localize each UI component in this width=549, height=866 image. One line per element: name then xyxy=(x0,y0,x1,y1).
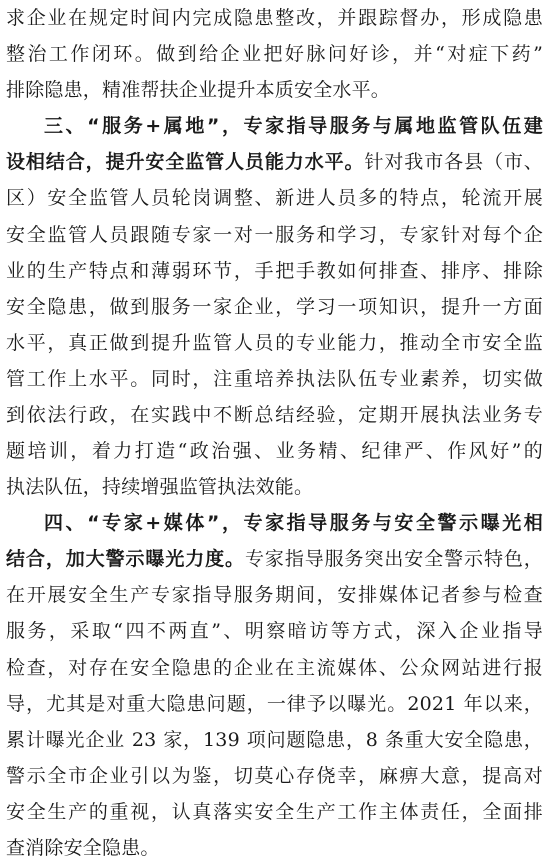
text-line: 整治工作闭环。做到给企业把好脉问好诊，并“对症下药” xyxy=(6,43,543,65)
text-line: 安全隐患，做到服务一家企业，学习一项知识，提升一方面 xyxy=(6,296,543,318)
text-line: 导，尤其是对重大隐患问题，一律予以曝光。2021 年以来， xyxy=(6,693,543,715)
section-body-start: 针对我市各县（市、 xyxy=(364,151,543,173)
text-line xyxy=(6,541,543,577)
text-line: 到依法行政，在实践中不断总结经验，定期开展执法业务专 xyxy=(6,404,543,426)
text-line: 执法队伍，持续增强监管执法效能。 xyxy=(6,476,314,498)
text-line: 累计曝光企业 23 家，139 项问题隐患，8 条重大安全隐患， xyxy=(6,729,543,751)
section-heading: 四、“专家+媒体”，专家指导服务与安全警示曝光相 xyxy=(44,512,543,534)
section-heading-continued: 设相结合，提升安全监管人员能力水平。 xyxy=(6,151,365,173)
text-line: 排除隐患，精准帮扶企业提升本质安全水平。 xyxy=(6,79,391,101)
text-line: 服务，采取“四不两直”、明察暗访等方式，深入企业指导 xyxy=(6,620,543,642)
text-line: 水平，真正做到提升监管人员的专业能力，推动全市安全监 xyxy=(6,332,543,354)
text-line: 警示全市企业引以为鉴，切莫心存侥幸，麻痹大意，提高对 xyxy=(6,765,543,787)
section-body-start: 专家指导服务突出安全警示特色， xyxy=(244,548,543,570)
text-line: 安全监管人员跟随专家一对一服务和学习，专家针对每个企 xyxy=(6,224,543,246)
text-line: 查消除安全隐患。 xyxy=(6,837,160,859)
text-line: 业的生产特点和薄弱环节，手把手教如何排查、排序、排除 xyxy=(6,260,543,282)
text-line: 区）安全监管人员轮岗调整、新进人员多的特点，轮流开展 xyxy=(6,187,543,209)
text-line: 检查，对存在安全隐患的企业在主流媒体、公众网站进行报 xyxy=(6,657,543,679)
text-line: 安全生产的重视，认真落实安全生产工作主体责任，全面排 xyxy=(6,801,543,823)
section-heading-continued: 结合，加大警示曝光力度。 xyxy=(6,548,245,570)
text-line: 在开展安全生产专家指导服务期间，安排媒体记者参与检查 xyxy=(6,584,543,606)
section-heading: 三、“服务+属地”，专家指导服务与属地监管队伍建 xyxy=(44,115,543,137)
text-line: 管工作上水平。同时，注重培养执法队伍专业素养，切实做 xyxy=(6,368,543,390)
text-line: 求企业在规定时间内完成隐患整改，并跟踪督办，形成隐患 xyxy=(6,7,543,29)
text-line: 题培训，着力打造“政治强、业务精、纪律严、作风好”的 xyxy=(6,440,543,462)
text-line xyxy=(6,144,543,180)
